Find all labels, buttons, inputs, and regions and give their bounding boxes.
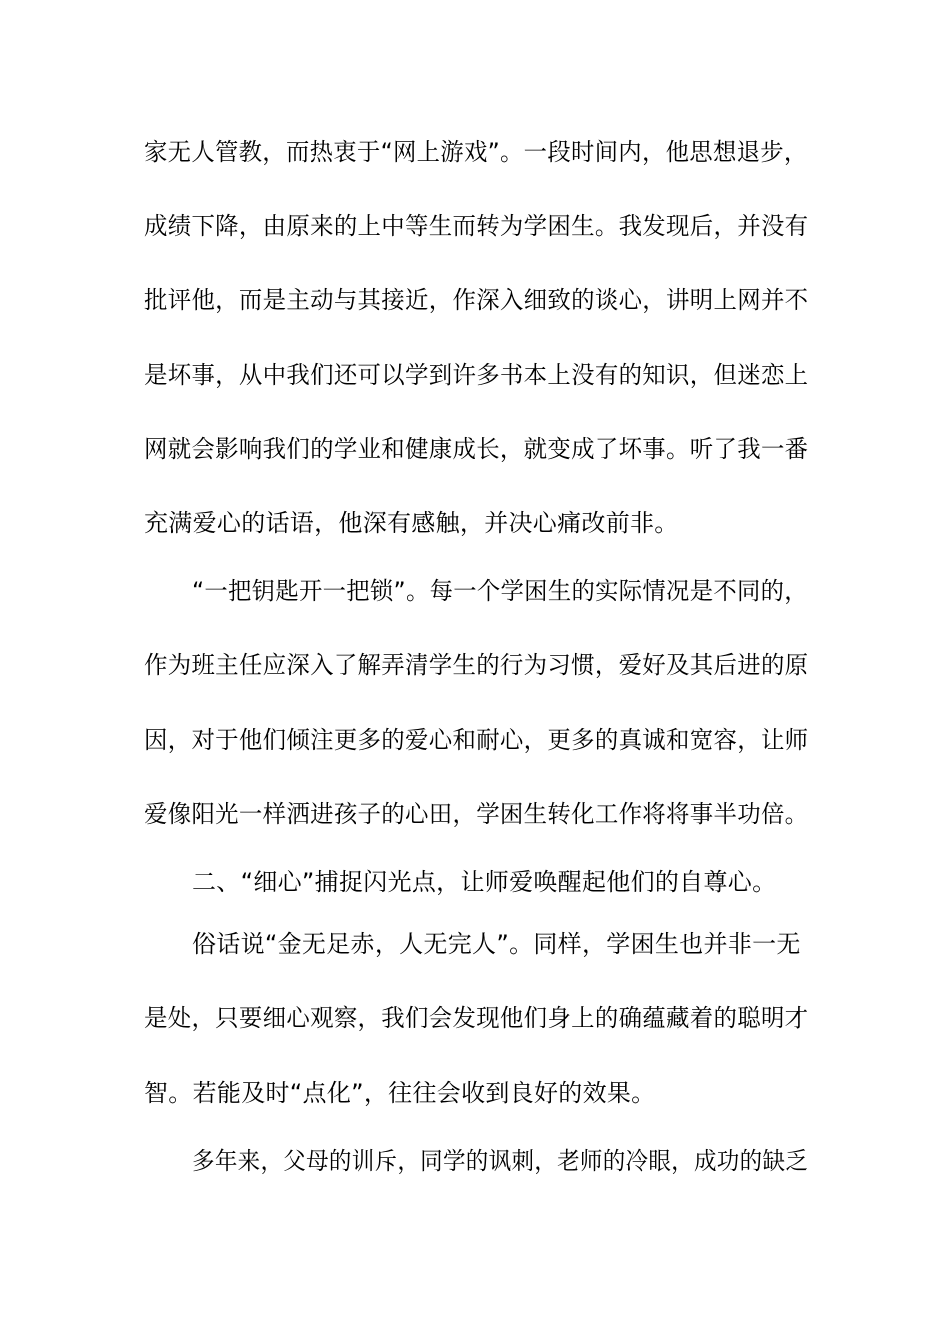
text-line: 因，对于他们倾注更多的爱心和耐心，更多的真诚和宽容，让师 [144,726,809,754]
text-line: 作为班主任应深入了解弄清学生的行为习惯，爱好及其后进的原 [144,651,809,679]
text-line: 成绩下降，由原来的上中等生而转为学困生。我发现后，并没有 [144,212,809,240]
text-line: 充满爱心的话语，他深有感触，并决心痛改前非。 [144,509,679,537]
paragraph-first-line: “一把钥匙开一把锁”。每一个学困生的实际情况是不同的， [192,577,808,605]
text-line: 家无人管教，而热衷于“网上游戏”。一段时间内，他思想退步， [144,138,808,166]
text-line: 批评他，而是主动与其接近，作深入细致的谈心，讲明上网并不 [144,286,809,314]
text-line: 网就会影响我们的学业和健康成长，就变成了坏事。听了我一番 [144,435,809,463]
paragraph-first-line: 多年来，父母的训斥，同学的讽刺，老师的冷眼，成功的缺乏 [192,1147,809,1175]
paragraph-first-line: 俗话说“金无足赤，人无完人”。同样，学困生也并非一无 [192,930,801,958]
text-line: 爱像阳光一样洒进孩子的心田，学困生转化工作将将事半功倍。 [144,800,809,828]
text-line: 是处，只要细心观察，我们会发现他们身上的确蕴藏着的聪明才 [144,1004,809,1032]
text-line: 是坏事，从中我们还可以学到许多书本上没有的知识，但迷恋上 [144,361,809,389]
text-line: 智。若能及时“点化”，往往会收到良好的效果。 [144,1079,656,1107]
section-heading: 二、“细心”捕捉闪光点，让师爱唤醒起他们的自尊心。 [192,868,777,896]
